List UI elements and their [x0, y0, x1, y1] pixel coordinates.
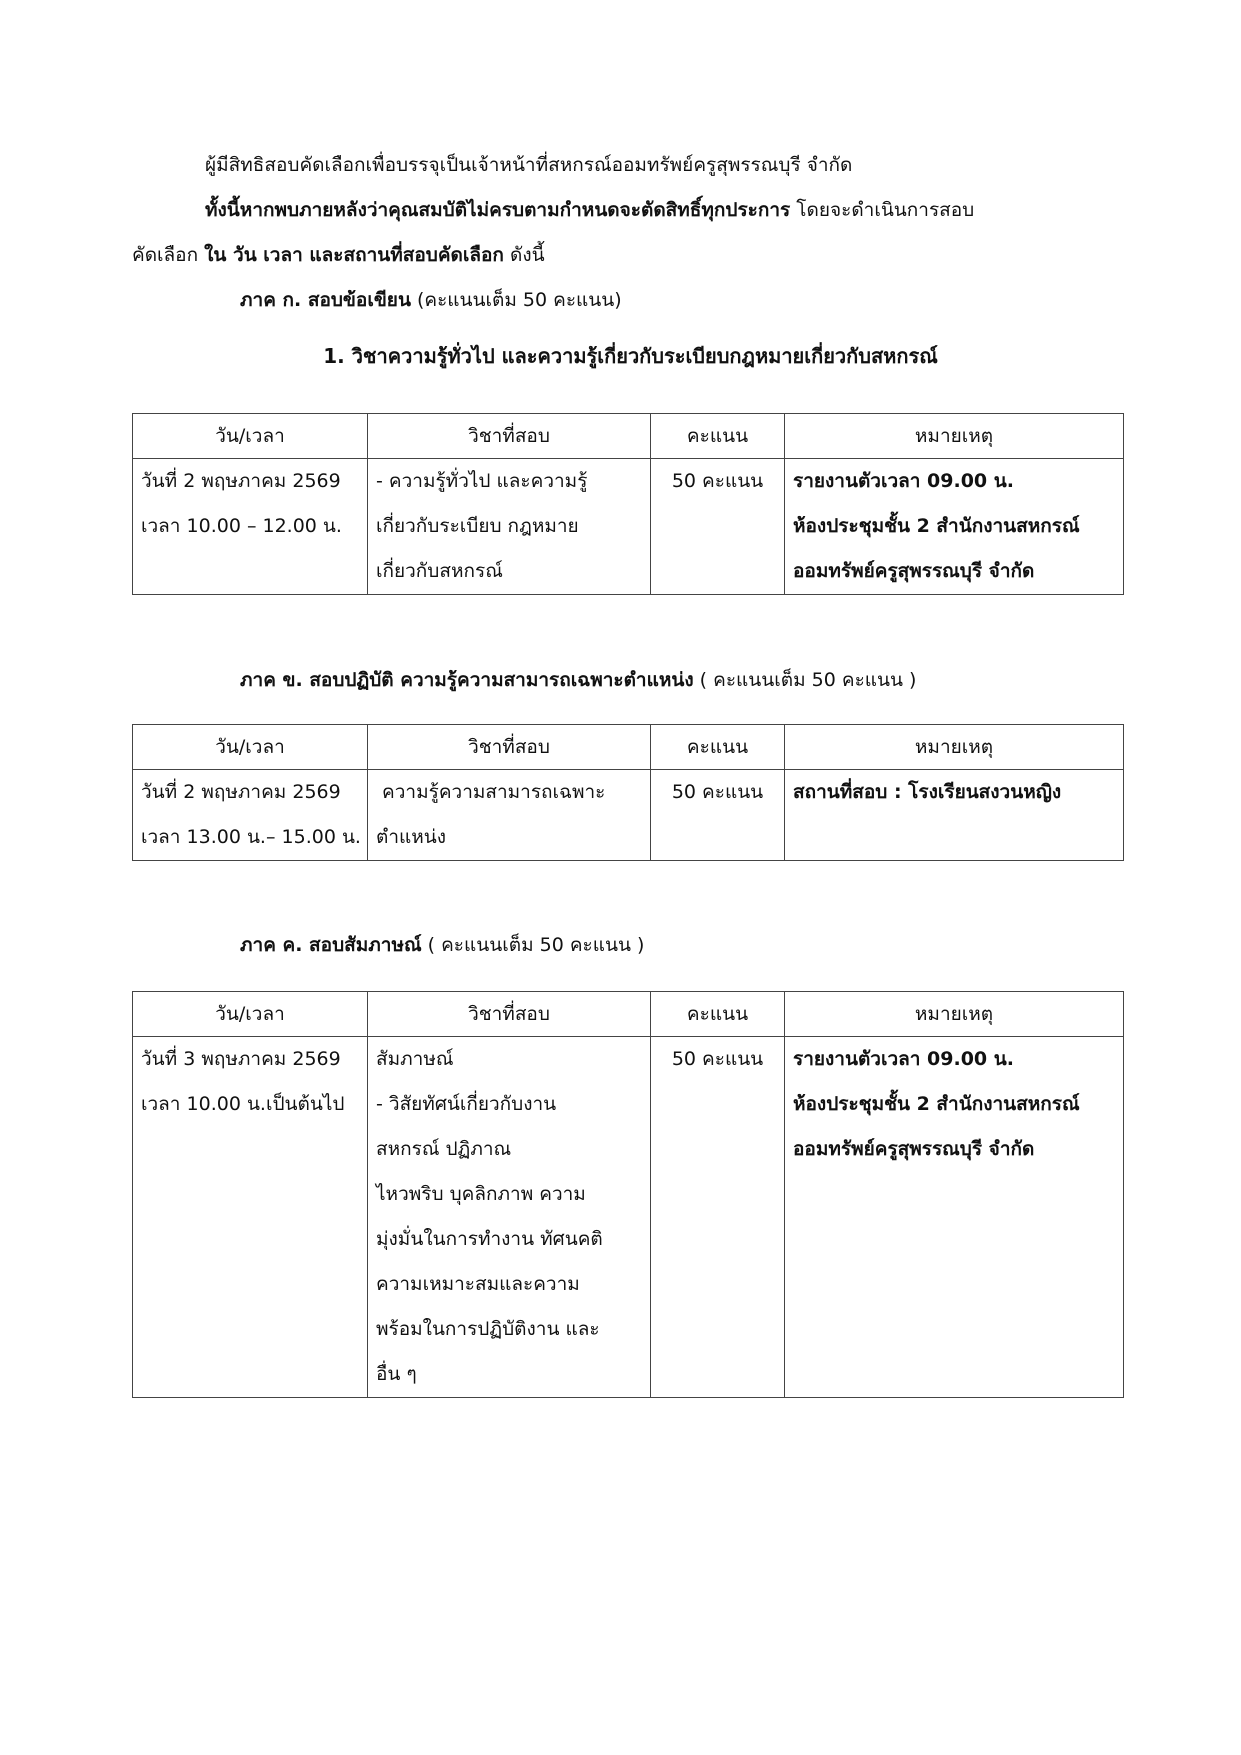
section-c-title — [240, 932, 644, 958]
section-b-title-bold: ภาค ข. สอบปฏิบัติ ความรู้ความสามารถเฉพาะตำแหน่ง — [240, 669, 694, 691]
subject-line: สัมภาษณ์ — [376, 1048, 454, 1070]
section-c-title-bold: ภาค ค. สอบสัมภาษณ์ — [240, 934, 422, 956]
header-score: คะแนน — [651, 414, 785, 459]
section-a-title — [240, 287, 622, 313]
cell-datetime — [133, 459, 368, 595]
remark-line: รายงานตัวเวลา 09.00 น. — [793, 470, 1014, 492]
subject-line: ความรู้ความสามารถเฉพาะ — [376, 781, 606, 803]
subject-line: อื่น ๆ — [376, 1363, 417, 1385]
header-remark: หมายเหตุ — [785, 414, 1124, 459]
table-header-row — [133, 992, 1124, 1037]
cell-remark — [785, 1037, 1124, 1398]
header-subject: วิชาที่สอบ — [368, 725, 651, 770]
datetime-date: วันที่ 3 พฤษภาคม 2569 — [141, 1048, 341, 1070]
section-a-title-rest: (คะแนนเต็ม 50 คะแนน) — [410, 289, 622, 311]
table-row — [133, 1037, 1124, 1398]
header-score: คะแนน — [651, 725, 785, 770]
header-datetime: วัน/เวลา — [133, 414, 368, 459]
cell-subject — [368, 770, 651, 861]
cell-score — [651, 459, 785, 595]
subject-line: ความเหมาะสมและความ — [376, 1273, 580, 1295]
header-remark: หมายเหตุ — [785, 725, 1124, 770]
datetime-date: วันที่ 2 พฤษภาคม 2569 — [141, 470, 341, 492]
remark-line: ห้องประชุมชั้น 2 สำนักงานสหกรณ์ — [793, 1093, 1080, 1115]
exam-table-written — [132, 413, 1124, 595]
table-row — [133, 770, 1124, 861]
subject-line: เกี่ยวกับระเบียบ กฎหมาย — [376, 515, 579, 537]
cell-remark — [785, 459, 1124, 595]
score-value: 50 คะแนน — [671, 1048, 764, 1070]
header-datetime: วัน/เวลา — [133, 725, 368, 770]
subject-line: - ความรู้ทั่วไป และความรู้ — [376, 470, 588, 492]
intro-line-1: ผู้มีสิทธิสอบคัดเลือกเพื่อบรรจุเป็นเจ้าหน้าที่สหกรณ์ออมทรัพย์ครูสุพรรณบุรี จำกัด — [205, 154, 853, 176]
cell-subject — [368, 459, 651, 595]
datetime-time: เวลา 13.00 น.– 15.00 น. — [141, 826, 361, 848]
exam-table-interview — [132, 991, 1124, 1398]
intro-line-3-end: ดังนี้ — [503, 244, 545, 266]
cell-subject — [368, 1037, 651, 1398]
intro-line-3 — [132, 242, 545, 268]
intro-line-3-start: คัดเลือก — [132, 244, 205, 266]
section-b-title-rest: ( คะแนนเต็ม 50 คะแนน ) — [693, 669, 917, 691]
intro-line-2-bold: ทั้งนี้หากพบภายหลังว่าคุณสมบัติไม่ครบตามกำหนดจะตัดสิทธิ์ทุกประการ — [205, 199, 791, 221]
header-datetime: วัน/เวลา — [133, 992, 368, 1037]
table-header-row — [133, 725, 1124, 770]
remark-line: รายงานตัวเวลา 09.00 น. — [793, 1048, 1014, 1070]
cell-score — [651, 1037, 785, 1398]
remark-line: สถานที่สอบ : โรงเรียนสงวนหญิง — [793, 781, 1062, 803]
datetime-time: เวลา 10.00 – 12.00 น. — [141, 515, 342, 537]
section-c-title-rest: ( คะแนนเต็ม 50 คะแนน ) — [421, 934, 645, 956]
subject-line: พร้อมในการปฏิบัติงาน และ — [376, 1318, 600, 1340]
table-row — [133, 459, 1124, 595]
cell-datetime — [133, 1037, 368, 1398]
remark-line: ห้องประชุมชั้น 2 สำนักงานสหกรณ์ — [793, 515, 1080, 537]
remark-line: ออมทรัพย์ครูสุพรรณบุรี จำกัด — [793, 1138, 1035, 1160]
table-header-row — [133, 414, 1124, 459]
datetime-time: เวลา 10.00 น.เป็นต้นไป — [141, 1093, 345, 1115]
exam-table-practical — [132, 724, 1124, 861]
header-subject: วิชาที่สอบ — [368, 414, 651, 459]
remark-line: ออมทรัพย์ครูสุพรรณบุรี จำกัด — [793, 560, 1035, 582]
subject-line: สหกรณ์ ปฏิภาณ — [376, 1138, 512, 1160]
intro-line-3-bold: ใน วัน เวลา และสถานที่สอบคัดเลือก — [204, 244, 504, 266]
score-value: 50 คะแนน — [671, 781, 764, 803]
cell-datetime — [133, 770, 368, 861]
subject-line: - วิสัยทัศน์เกี่ยวกับงาน — [376, 1093, 557, 1115]
header-score: คะแนน — [651, 992, 785, 1037]
cell-remark — [785, 770, 1124, 861]
section-a-title-bold: ภาค ก. สอบข้อเขียน — [240, 289, 411, 311]
subject-line: ไหวพริบ บุคลิกภาพ ความ — [376, 1183, 586, 1205]
section-a-subject-heading: 1. วิชาความรู้ทั่วไป และความรู้เกี่ยวกับระเบียบกฎหมายเกี่ยวกับสหกรณ์ — [323, 344, 938, 368]
intro-line-2 — [205, 197, 974, 223]
subject-line: เกี่ยวกับสหกรณ์ — [376, 560, 503, 582]
header-subject: วิชาที่สอบ — [368, 992, 651, 1037]
cell-score — [651, 770, 785, 861]
header-remark: หมายเหตุ — [785, 992, 1124, 1037]
intro-line-2-rest: โดยจะดำเนินการสอบ — [790, 199, 975, 221]
section-b-title — [240, 667, 916, 693]
datetime-date: วันที่ 2 พฤษภาคม 2569 — [141, 781, 341, 803]
score-value: 50 คะแนน — [671, 470, 764, 492]
subject-line: ตำแหน่ง — [376, 826, 447, 848]
subject-line: มุ่งมั่นในการทำงาน ทัศนคติ — [376, 1228, 603, 1250]
